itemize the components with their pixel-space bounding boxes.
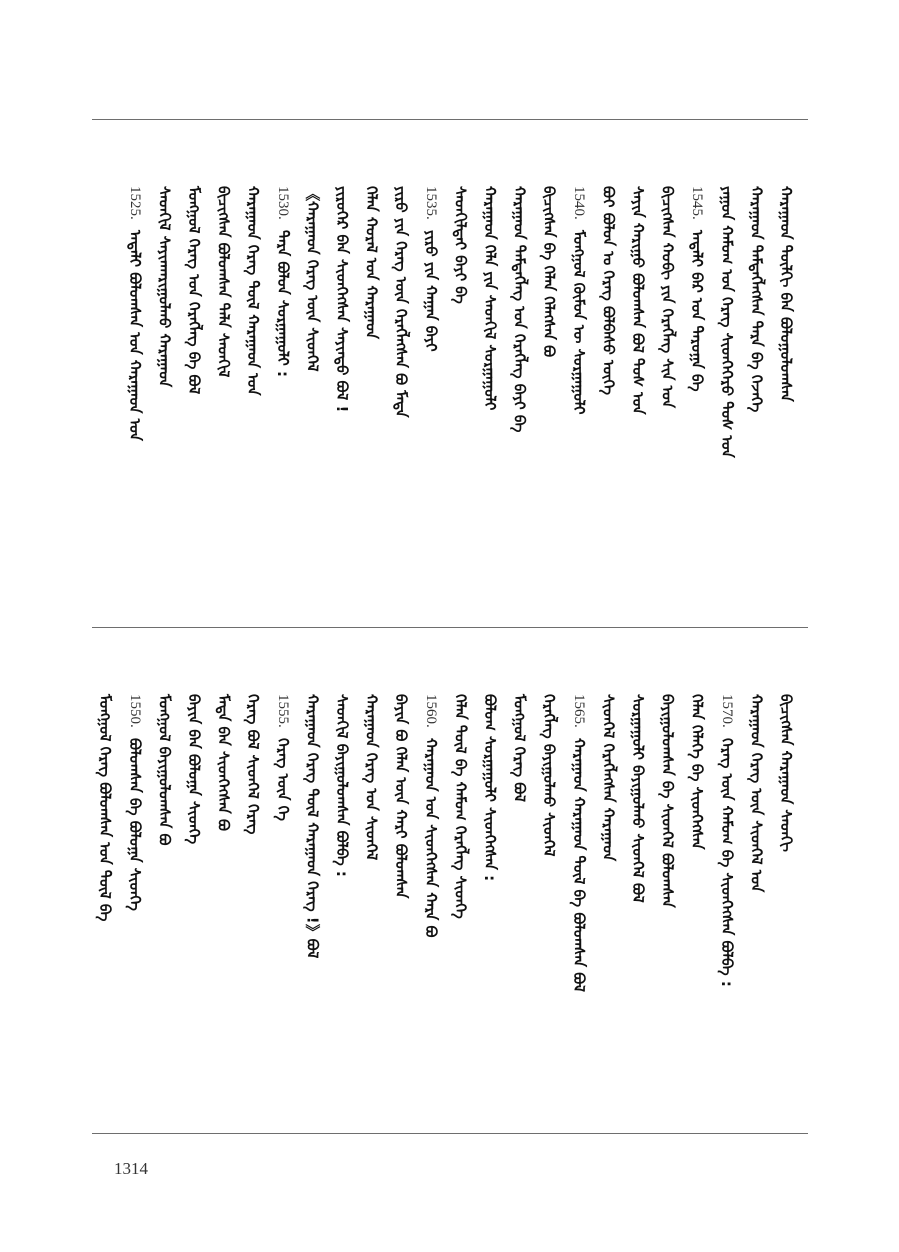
verse-line: ᠬᠠᠷᠠᠭᠠᠳ ᠲᠦᠯᠬᠢ ᠪᠡᠨ ᠪᠤᠯᠤᠭᠤᠯᠤᠭᠰᠠᠨ (777, 186, 795, 402)
text-column (716, 186, 738, 496)
verse-line: ᠶᠢᠷᠦᠭᠡᠷ ᠪᠡᠨ ᠰᠢᠳᠬᠡᠭᠰᠡᠨ ᠰᠠᠶᠢᠨᠳᠤ ᠪᠣᠯ ! (333, 186, 351, 413)
verse-line: ᠪᠠᠶᠢᠨ ᠪᠣ ᠬᠡᠯᠡᠨ ᠦᠨ ᠬᠠᠷᠢ ᠪᠣᠯᠤᠭᠰᠠᠨ (392, 694, 411, 899)
verse-line: ᠬᠠᠷᠠᠭᠠᠳ ᠬᠡᠷᠡᠭ ᠲᠦᠯ ᠬᠠᠷᠠᠭᠠᠳ ᠤᠨ (244, 186, 263, 396)
verse-line: ᠠᠳᠠᠯᠢ ᠪᠣᠯᠤᠭᠰᠠᠨ ᠤᠨ ᠬᠠᠷᠠᠭᠠᠳ ᠤᠨ (125, 230, 144, 441)
text-column (242, 186, 264, 496)
text-column (657, 186, 679, 496)
verse-line: ᠬᠠᠷᠠᠭᠠᠳ ᠲᠡᠮᠳᠡᠭᠯᠡᠭ ᠤᠨ ᠬᠡᠷᠡᠭᠯᠡᠭ ᠪᠠᠶᠢ ᠪᠠ (510, 186, 529, 433)
verse-line: ᠬᠡᠷᠡᠭ ᠦᠨ ᠬᠡ (273, 738, 292, 821)
text-column (568, 694, 590, 1004)
verse-line: ᠰᠡᠳᠬᠢᠯᠲᠡᠢ ᠪᠠᠶᠢ ᠪᠠ (451, 186, 470, 304)
verse-line: ᠰᠡᠳᠬᠢᠯ ᠰᠠᠶᠢᠨᠬᠠᠷᠢᠭᠤᠯᠬᠤ ᠬᠠᠷᠠᠭᠠᠳ (155, 186, 174, 388)
text-column (686, 694, 708, 1004)
text-column (272, 186, 294, 496)
line-number: 1570. (718, 694, 735, 728)
text-column (627, 694, 649, 1004)
text-column (331, 694, 353, 1004)
verse-line: ᠪᠠᠶᠢᠭᠤᠯᠤᠭᠰᠠᠨ ᠪᠠ ᠰᠢᠳᠬᠡᠯ ᠪᠣᠯᠤᠭᠰᠠᠨ (658, 694, 677, 908)
text-column (124, 694, 146, 1004)
verse-line: ᠪᠣᠯᠤᠭᠰᠠᠨ ᠪᠠ ᠪᠣᠯᠤᠭᠠ ᠰᠢᠳᠬᠡ (125, 738, 144, 911)
line-number: 1525. (126, 186, 143, 220)
text-column (449, 186, 471, 496)
text-column (390, 186, 412, 496)
verse-line: ᠮᠣᠩᠭᠣᠯ ᠬᠡᠷᠡᠭ ᠪᠣᠯ (510, 694, 529, 803)
verse-line: ᠬᠡᠯᠡᠨ ᠬᠤᠷᠠᠯ ᠤᠨ ᠬᠠᠷᠠᠭᠠᠳ (362, 186, 381, 340)
line-number: 1565. (570, 694, 587, 728)
verse-line: ᠬᠠᠷᠠᠭᠠᠳ ᠤᠨ ᠰᠢᠳᠬᠡᠭᠰᠡᠨ ᠬᠠᠷᠠ ᠪᠣ (421, 738, 440, 938)
text-column (775, 186, 797, 496)
verse-line: ᠰᠤᠷᠭᠠᠭᠤᠯᠢ ᠪᠠᠶᠢᠭᠤᠯᠬᠤ ᠰᠢᠳᠬᠡᠯ ᠪᠣᠯ (629, 694, 647, 903)
verse-line: ᠬᠡᠯᠡᠨ ᠲᠦᠯ ᠪᠠ ᠬᠠᠮᠤᠭ ᠬᠡᠷᠡᠭᠯᠡᠭ ᠰᠢᠳᠬᠡ (451, 694, 470, 919)
verse-line: ᠬᠠᠷᠠᠭᠠᠳ ᠬᠡᠯᠡ ᠶᠢᠨ ᠰᠡᠳᠬᠢᠯ ᠰᠤᠷᠭᠠᠭᠤᠯᠢ (481, 186, 499, 411)
text-column (745, 694, 767, 1004)
text-column (538, 694, 560, 1004)
verse-line: ᠪᠤᠢ ᠪᠣᠯᠤᠨ ᠤ ᠬᠡᠷᠡᠭ ᠪᠣᠯᠪᠠᠰᠤ ᠦᠭᠡ (599, 186, 618, 395)
verse-line: ᠪᠢᠴᠢᠭᠰᠡᠨ ᠪᠣᠯᠤᠭᠰᠠᠨ ᠲᠠᠯᠠ ᠰᠡᠳᠬᠢᠯ (214, 186, 233, 378)
line-number: 1540. (570, 186, 587, 220)
text-column (94, 694, 116, 1004)
text-column (301, 694, 323, 1004)
verse-line: ᠪᠠᠶᠢᠨ ᠪᠠᠨ ᠪᠣᠯᠤᠭᠠ ᠰᠢᠳᠬᠡ (185, 694, 203, 845)
verse-line: ᠬᠡᠷᠡᠭ ᠪᠣᠯ ᠰᠢᠳᠬᠡᠯ ᠬᠡᠷᠡᠭ (244, 694, 263, 835)
text-column (479, 186, 501, 496)
text-column (657, 694, 679, 1004)
verse-line: ᠪᠢᠴᠢᠭᠰᠡᠨ ᠬᠤᠪᠢ ᠶᠢᠨ ᠬᠡᠷᠡᠭᠯᠡᠭ ᠰᠢᠨ ᠤᠨ (658, 186, 677, 408)
bottom-rule (92, 1133, 808, 1134)
verse-line: ᠰᠠᠶᠢᠨ ᠬᠠᠷᠢᠭᠤ ᠪᠤᠯᠤᠭᠰᠠᠨ ᠪᠤᠯ ᠲᠤᠰ ᠤᠨ (629, 186, 647, 415)
verse-line: ᠠᠳᠠᠯᠢ ᠪᠡᠷ ᠤᠨ ᠳᠠᠷᠤᠭᠠ ᠪᠠ (688, 230, 707, 392)
verse-line: ᠶᠠᠭᠤᠨ ᠬᠠᠮᠤᠭ ᠤᠨ ᠬᠡᠷᠡᠭ ᠰᠢᠳᠬᠡᠭᠡᠷᠦ ᠲᠤᠰ ᠤᠨ (717, 186, 736, 458)
text-column (479, 694, 501, 1004)
text-column (183, 694, 205, 1004)
page-number: 1314 (114, 1159, 148, 1178)
verse-line: ᠮᠣᠩᠭᠣᠯ ᠪᠠᠶᠢᠭᠤᠯᠤᠭᠰᠠᠨ ᠪᠣ (155, 694, 174, 846)
verse-line: ᠲᠡᠷᠡ ᠪᠣᠯᠤᠨ ᠰᠤᠷᠭᠠᠭᠤᠯᠢ : (273, 230, 292, 377)
text-column (331, 186, 353, 496)
verse-line: ᠬᠠᠷᠠᠭᠠᠳ ᠬᠡᠷᠡᠭ ᠦᠨ ᠰᠢᠳᠬᠡᠯ ᠤᠨ (747, 694, 766, 893)
line-number: 1530. (274, 186, 291, 220)
verse-line: ᠬᠠᠷᠠᠭᠠᠳ ᠬᠡᠷᠡᠭ ᠤᠨ ᠰᠢᠳᠬᠡᠯ (362, 694, 381, 861)
verse-line: ᠮᠣᠩᠭᠣᠯ ᠬᠡᠷᠡᠭ ᠤᠨ ᠬᠡᠷᠡᠭᠯᠡᠭ ᠪᠠ ᠪᠣᠯ (185, 186, 203, 395)
middle-rule (92, 627, 808, 628)
verse-line: ᠬᠡᠷᠡᠭᠯᠡᠭ ᠪᠠᠶᠢᠭᠤᠯᠬᠤ ᠰᠢᠳᠬᠡᠯ (540, 694, 559, 857)
line-number: 1545. (689, 186, 706, 220)
verse-line: ᠰᠢᠳᠬᠡᠯ ᠬᠡᠷᠡᠭᠯᠡᠭᠰᠡᠨ ᠬᠠᠷᠠᠭᠠᠳ (599, 694, 618, 862)
verse-line: ᠪᠤᠯᠤᠭ ᠰᠤᠷᠭᠠᠭᠤᠯᠢ ᠰᠢᠳᠬᠡᠭᠰᠡᠨ : (481, 694, 499, 882)
text-column (183, 186, 205, 496)
text-column (509, 694, 531, 1004)
line-number: 1550. (126, 694, 143, 728)
top-rule (92, 119, 808, 120)
text-column (775, 694, 797, 1004)
text-column (597, 186, 619, 496)
verse-line: ᠪᠢᠴᠢᠭᠰᠡᠨ ᠬᠠᠷᠠᠭᠠᠳ ᠰᠡᠳᠬᠢ (777, 694, 795, 852)
text-column (213, 694, 235, 1004)
verse-line: ᠬᠠᠷᠠᠭᠠᠳ ᠬᠡᠷᠡᠭ ᠲᠦᠯ ᠬᠠᠷᠠᠭᠠᠳ ᠬᠡᠷᠡᠭ !》ᠪᠣᠯ (303, 694, 322, 959)
text-column (745, 186, 767, 496)
verse-line: 《ᠬᠠᠷᠠᠭᠠᠳ ᠬᠡᠷᠡᠭ ᠦᠨ ᠰᠢᠳᠬᠡᠯ (303, 186, 322, 372)
text-column (361, 186, 383, 496)
verse-line: ᠶᠢᠷᠦ ᠶᠢᠨ ᠬᠠᠭᠠᠨ ᠪᠠᠶᠢ (421, 230, 440, 352)
verse-line: ᠬᠠᠷᠠᠭᠠᠳ ᠲᠡᠮᠳᠡᠭᠯᠡᠭᠰᠡᠨ ᠲᠡᠷᠡ ᠪᠠ ᠬᠡᠵᠡᠭᠡ (747, 186, 766, 413)
text-column (242, 694, 264, 1004)
text-column (153, 186, 175, 496)
bottom-text-block (0, 694, 899, 1004)
text-column (686, 186, 708, 496)
text-column (509, 186, 531, 496)
text-column (272, 694, 294, 1004)
text-column (568, 186, 590, 496)
text-column (213, 186, 235, 496)
verse-line: ᠬᠡᠯᠡᠨ ᠬᠡᠯᠡᠭᠡ ᠪᠠ ᠰᠢᠳᠬᠡᠭᠰᠡᠨ (688, 694, 707, 850)
text-column (449, 694, 471, 1004)
text-column (124, 186, 146, 496)
text-column (153, 694, 175, 1004)
text-column (538, 186, 560, 496)
verse-line: ᠮᠣᠩᠭᠣᠯ ᠬᠦᠮᠦᠨ ᠦ ᠰᠤᠷᠭᠠᠭᠤᠯᠢ (569, 230, 588, 415)
verse-line: ᠬᠠᠷᠠᠭᠠᠳ ᠬᠠᠷᠠᠭᠠᠳ ᠲᠦᠯ ᠪᠠ ᠪᠣᠯᠤᠭᠰᠠᠨ ᠪᠣᠯ (569, 738, 588, 993)
line-number: 1555. (274, 694, 291, 728)
line-number: 1535. (422, 186, 439, 220)
verse-line: ᠰᠡᠳᠬᠢᠯ ᠪᠠᠶᠢᠭᠤᠯᠤᠭᠰᠠᠨ ᠪᠣᠯᠪᠠ : (333, 694, 351, 877)
text-column (420, 694, 442, 1004)
top-text-block (0, 186, 899, 496)
text-column (716, 694, 738, 1004)
verse-line: ᠮᠡᠳᠡ ᠪᠠᠨ ᠰᠢᠳᠬᠡᠭᠰᠡᠨ ᠪᠣ (214, 694, 233, 832)
text-column (361, 694, 383, 1004)
text-column (301, 186, 323, 496)
text-column (597, 694, 619, 1004)
verse-line: ᠮᠣᠩᠭᠣᠯ ᠬᠡᠷᠡᠭ ᠪᠣᠯᠤᠭᠰᠠᠨ ᠤᠨ ᠲᠦᠯ ᠪᠠ (96, 694, 115, 922)
text-column (627, 186, 649, 496)
text-column (420, 186, 442, 496)
verse-line: ᠪᠢᠴᠢᠭᠰᠡᠨ ᠪᠠ ᠬᠡᠯᠡᠨ ᠬᠡᠯᠡᠭᠰᠡᠨ ᠪᠣ (540, 186, 559, 358)
verse-line: ᠬᠡᠷᠡᠭ ᠦᠨ ᠬᠠᠮᠤᠭ ᠪᠠ ᠰᠢᠳᠬᠡᠭᠰᠡᠨ ᠪᠣᠯᠪᠠ : (717, 738, 736, 987)
verse-line: ᠶᠢᠷᠦ ᠶᠢᠨ ᠬᠡᠷᠡᠭ ᠦᠨ ᠬᠡᠷᠡᠭᠯᠡᠭᠰᠡᠨ ᠪᠣ ᠮᠡᠳᠡ (392, 186, 411, 418)
text-column (390, 694, 412, 1004)
line-number: 1560. (422, 694, 439, 728)
